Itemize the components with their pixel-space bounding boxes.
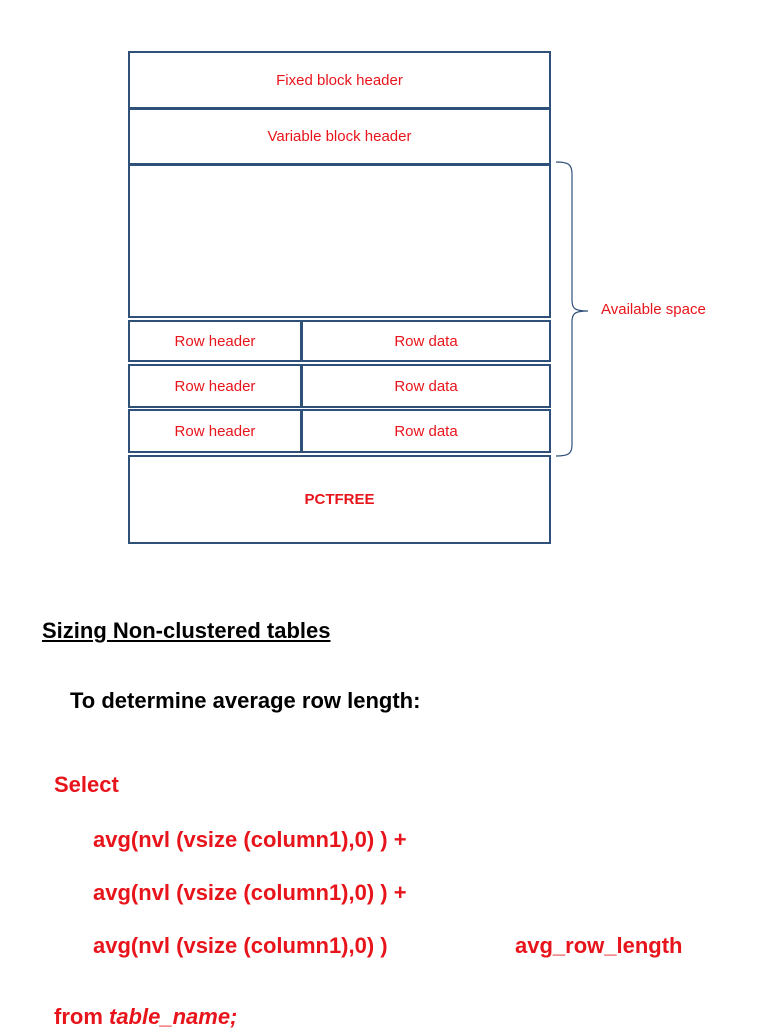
row-header-cell	[128, 364, 302, 408]
sql-from-keyword: from	[54, 1004, 109, 1029]
pctfree-cell	[128, 455, 551, 544]
sql-table-name: table_name;	[109, 1004, 238, 1029]
available-space-label: Available space	[601, 301, 706, 318]
section-heading: Sizing Non-clustered tables	[42, 618, 331, 643]
sql-expression-line: avg(nvl (vsize (column1),0) ) +	[93, 827, 407, 852]
fixed-block-header-cell	[128, 51, 551, 109]
pctfree-label: PCTFREE	[304, 491, 375, 508]
row-header-label: Row header	[174, 377, 256, 395]
row-header-cell	[128, 320, 302, 362]
sql-column-alias: avg_row_length	[515, 933, 683, 958]
variable-block-header-label: Variable block header	[267, 128, 412, 145]
fixed-block-header-label: Fixed block header	[276, 71, 403, 89]
row-header-label: Row header	[174, 422, 256, 440]
sql-from-clause	[54, 1004, 237, 1030]
section-subheading: To determine average row length:	[70, 688, 421, 713]
variable-block-header-cell	[128, 108, 551, 165]
row-data-cell	[301, 364, 551, 408]
row-header-cell	[128, 409, 302, 453]
row-data-cell	[301, 409, 551, 453]
sql-expression-line: avg(nvl (vsize (column1),0) ) +	[93, 880, 407, 905]
row-header-label: Row header	[174, 332, 256, 350]
sql-expression-line: avg(nvl (vsize (column1),0) )	[93, 933, 388, 958]
row-data-label: Row data	[394, 422, 458, 440]
free-space-area	[128, 164, 551, 318]
row-data-label: Row data	[394, 377, 458, 395]
sql-select-keyword: Select	[54, 772, 119, 797]
row-data-label: Row data	[394, 332, 458, 350]
available-space-brace	[554, 160, 594, 460]
row-data-cell	[301, 320, 551, 362]
